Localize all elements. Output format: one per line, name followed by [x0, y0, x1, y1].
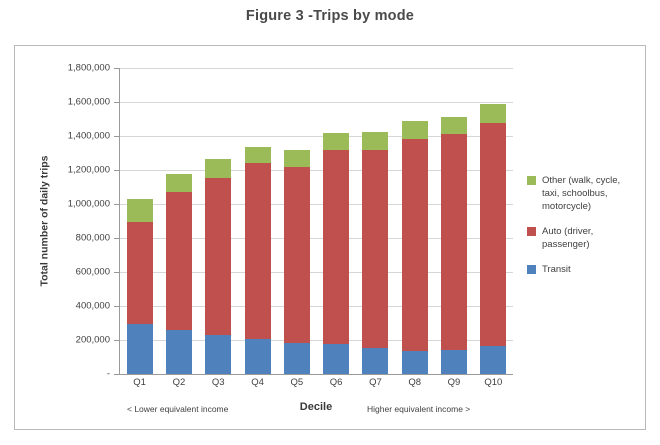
x-tick-label: Q2 [172, 377, 186, 388]
x-tick-label: Q4 [251, 377, 264, 388]
bar-segment[interactable] [441, 117, 467, 134]
plot-area [67, 62, 513, 380]
bar-group[interactable] [205, 68, 231, 374]
bar-segment[interactable] [205, 335, 231, 374]
y-tick-mark [114, 306, 119, 307]
bar-segment[interactable] [402, 139, 428, 351]
y-tick-label: 1,200,000 [67, 164, 110, 176]
legend-label: Other (walk, cycle, taxi, schoolbus, motorcycle) [542, 175, 621, 212]
bar-segment[interactable] [166, 192, 192, 330]
legend-label: Transit [542, 264, 571, 275]
x-tick-label: Q1 [133, 377, 146, 388]
x-tick-label: Q7 [369, 377, 382, 388]
bar-segment[interactable] [166, 174, 192, 192]
bar-series-group [120, 68, 513, 374]
bar-segment[interactable] [402, 351, 428, 374]
bar-group[interactable] [323, 68, 349, 374]
bar-segment[interactable] [323, 344, 349, 374]
y-tick-mark [114, 68, 119, 69]
bar-group[interactable] [284, 68, 310, 374]
bar-group[interactable] [127, 68, 153, 374]
bar-group[interactable] [402, 68, 428, 374]
y-tick-label: 1,600,000 [67, 96, 110, 108]
y-tick-label: 800,000 [75, 232, 110, 244]
legend-item[interactable] [527, 174, 639, 213]
bar-segment[interactable] [480, 123, 506, 346]
bar-segment[interactable] [284, 343, 310, 374]
bar-segment[interactable] [480, 346, 506, 374]
chart-container [14, 45, 646, 430]
y-tick-mark [114, 204, 119, 205]
x-tick-label: Q8 [408, 377, 422, 388]
bar-segment[interactable] [127, 199, 153, 222]
y-tick-mark [114, 136, 119, 137]
x-tick-label: Q3 [211, 377, 225, 388]
x-axis-tick-labels [120, 377, 513, 388]
bar-segment[interactable] [323, 150, 349, 344]
bar-segment[interactable] [284, 150, 310, 167]
y-tick-label: 600,000 [75, 266, 110, 278]
y-tick-mark [114, 238, 119, 239]
x-axis-note-right: Higher equivalent income > [367, 404, 471, 414]
bar-segment[interactable] [362, 348, 388, 374]
bar-segment[interactable] [362, 132, 388, 151]
y-axis-title [37, 68, 53, 374]
y-axis-title-text: Total number of daily trips [39, 155, 52, 287]
bar-segment[interactable] [127, 324, 153, 374]
x-axis-note-left: < Lower equivalent income [127, 404, 229, 414]
bar-group[interactable] [166, 68, 192, 374]
y-tick-label: 1,000,000 [67, 198, 110, 210]
bar-segment[interactable] [441, 350, 467, 374]
bar-group[interactable] [441, 68, 467, 374]
bar-segment[interactable] [323, 133, 349, 151]
y-tick-label: - [106, 368, 110, 380]
x-axis-title: Decile [299, 401, 333, 413]
bar-segment[interactable] [441, 134, 467, 350]
legend-item[interactable] [527, 263, 639, 276]
y-tick-mark [114, 102, 119, 103]
bar-segment[interactable] [480, 104, 506, 124]
legend-item[interactable] [527, 225, 639, 251]
y-tick-label: 200,000 [75, 334, 110, 346]
legend-label: Auto (driver, passenger) [542, 226, 594, 250]
bar-segment[interactable] [166, 330, 192, 374]
bar-segment[interactable] [245, 163, 271, 339]
legend-swatch [527, 265, 536, 274]
bar-segment[interactable] [245, 147, 271, 163]
y-tick-mark [114, 272, 119, 273]
bar-segment[interactable] [205, 159, 231, 178]
legend-swatch [527, 227, 536, 236]
x-tick-label: Q5 [290, 377, 304, 388]
y-tick-label: 400,000 [75, 300, 110, 312]
y-tick-label: 1,800,000 [67, 62, 110, 74]
legend-swatch [527, 176, 536, 185]
bar-segment[interactable] [402, 121, 428, 140]
x-tick-label: Q6 [329, 377, 343, 388]
legend [527, 174, 639, 288]
x-tick-label: Q10 [484, 377, 503, 388]
x-tick-label: Q9 [447, 377, 461, 388]
bar-segment[interactable] [127, 222, 153, 324]
bar-segment[interactable] [284, 167, 310, 344]
bar-segment[interactable] [245, 339, 271, 374]
bar-segment[interactable] [205, 178, 231, 335]
y-tick-label: 1,400,000 [67, 130, 110, 142]
bar-group[interactable] [245, 68, 271, 374]
y-tick-mark [114, 170, 119, 171]
bar-segment[interactable] [362, 150, 388, 347]
x-axis-line [119, 374, 513, 375]
page-title: Figure 3 -Trips by mode [245, 8, 415, 24]
bar-group[interactable] [362, 68, 388, 374]
bar-group[interactable] [480, 68, 506, 374]
y-tick-mark [114, 340, 119, 341]
